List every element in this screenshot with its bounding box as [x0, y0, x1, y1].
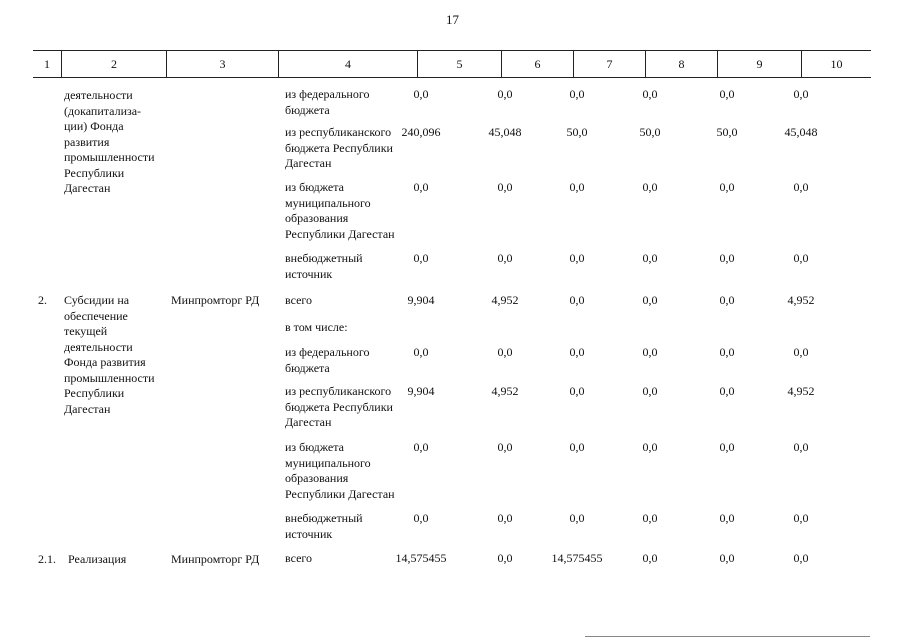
value-cell: 0,0: [413, 180, 429, 194]
value-cell: 0,0: [497, 345, 513, 359]
funding-source-label: из бюджета муниципального образования Республики Дагестан: [285, 180, 395, 241]
value-cell: 0,0: [719, 551, 735, 565]
value-cell: 0,0: [642, 384, 658, 398]
value-cell: 0,0: [569, 345, 585, 359]
funding-source-label: всего: [285, 551, 313, 565]
value-cell: 50,0: [639, 125, 661, 139]
measure-name: деятельности (докапитализа- ции) Фонда развития промышленности Республики Дагестан: [64, 88, 155, 195]
funding-source-label: в том числе:: [285, 320, 348, 334]
funding-source-label: всего: [285, 293, 313, 307]
funding-source-label: из республиканского бюджета Республики Дагестан: [285, 384, 393, 429]
row-number: 2.1.: [38, 552, 56, 566]
value-cell: 0,0: [413, 511, 429, 525]
header-col-4: 4: [278, 51, 417, 77]
value-cell: 0,0: [569, 251, 585, 265]
value-cell: 0,0: [793, 511, 809, 525]
value-cell: 0,0: [497, 511, 513, 525]
value-cell: 0,0: [497, 440, 513, 454]
value-cell: 4,952: [491, 384, 519, 398]
value-cell: 0,0: [793, 440, 809, 454]
table-header-row: [33, 50, 871, 78]
value-cell: 0,0: [413, 87, 429, 101]
value-cell: 4,952: [787, 384, 815, 398]
funding-source-label: из федерального бюджета: [285, 87, 370, 117]
value-cell: 0,0: [413, 345, 429, 359]
value-cell: 0,0: [793, 180, 809, 194]
value-cell: 4,952: [491, 293, 519, 307]
funding-source-label: из республиканского бюджета Республики Дагестан: [285, 125, 393, 170]
value-cell: 0,0: [642, 87, 658, 101]
value-cell: 0,0: [793, 551, 809, 565]
value-cell: 0,0: [719, 440, 735, 454]
value-cell: 0,0: [569, 440, 585, 454]
value-cell: 0,0: [719, 511, 735, 525]
value-cell: 0,0: [642, 180, 658, 194]
value-cell: 0,0: [719, 384, 735, 398]
value-cell: 0,0: [413, 440, 429, 454]
value-cell: 45,048: [784, 125, 818, 139]
header-col-5: 5: [417, 51, 501, 77]
header-col-7: 7: [573, 51, 645, 77]
header-col-8: 8: [645, 51, 717, 77]
header-col-3: 3: [166, 51, 278, 77]
value-cell: 0,0: [642, 293, 658, 307]
value-cell: 14,575455: [395, 551, 447, 565]
value-cell: 0,0: [719, 293, 735, 307]
funding-source-label: из федерального бюджета: [285, 345, 370, 375]
value-cell: 0,0: [497, 551, 513, 565]
header-col-9: 9: [717, 51, 801, 77]
responsible-executor: Минпромторг РД: [171, 552, 260, 566]
header-col-10: 10: [801, 51, 871, 77]
header-col-6: 6: [501, 51, 573, 77]
measure-name: Субсидии на обеспечение текущей деятельности Фонда развития промышленности Республики Дагестан: [64, 293, 155, 416]
value-cell: 0,0: [719, 180, 735, 194]
value-cell: 0,0: [719, 87, 735, 101]
responsible-executor: Минпромторг РД: [171, 293, 260, 307]
value-cell: 0,0: [642, 345, 658, 359]
value-cell: 4,952: [787, 293, 815, 307]
value-cell: 0,0: [642, 440, 658, 454]
value-cell: 9,904: [407, 293, 435, 307]
value-cell: 240,096: [401, 125, 441, 139]
value-cell: 0,0: [497, 251, 513, 265]
value-cell: 0,0: [793, 87, 809, 101]
value-cell: 0,0: [569, 87, 585, 101]
value-cell: 0,0: [642, 251, 658, 265]
header-col-2: 2: [61, 51, 166, 77]
row-number: 2.: [38, 293, 47, 307]
header-col-1: 1: [44, 57, 50, 71]
value-cell: 0,0: [642, 551, 658, 565]
funding-source-label: внебюджетный источник: [285, 511, 363, 541]
value-cell: 50,0: [566, 125, 588, 139]
value-cell: 14,575455: [551, 551, 603, 565]
value-cell: 0,0: [642, 511, 658, 525]
page-number: 17: [446, 12, 459, 27]
value-cell: 0,0: [719, 251, 735, 265]
value-cell: 0,0: [793, 345, 809, 359]
measure-name: Реализация: [68, 552, 127, 566]
value-cell: 0,0: [569, 384, 585, 398]
value-cell: 50,0: [716, 125, 738, 139]
value-cell: 0,0: [569, 180, 585, 194]
value-cell: 0,0: [413, 251, 429, 265]
value-cell: 0,0: [569, 293, 585, 307]
funding-source-label: из бюджета муниципального образования Республики Дагестан: [285, 440, 395, 501]
value-cell: 0,0: [497, 87, 513, 101]
value-cell: 9,904: [407, 384, 435, 398]
value-cell: 45,048: [488, 125, 522, 139]
funding-source-label: внебюджетный источник: [285, 251, 363, 281]
value-cell: 0,0: [719, 345, 735, 359]
value-cell: 0,0: [793, 251, 809, 265]
value-cell: 0,0: [497, 180, 513, 194]
bottom-rule: [585, 636, 870, 637]
value-cell: 0,0: [569, 511, 585, 525]
